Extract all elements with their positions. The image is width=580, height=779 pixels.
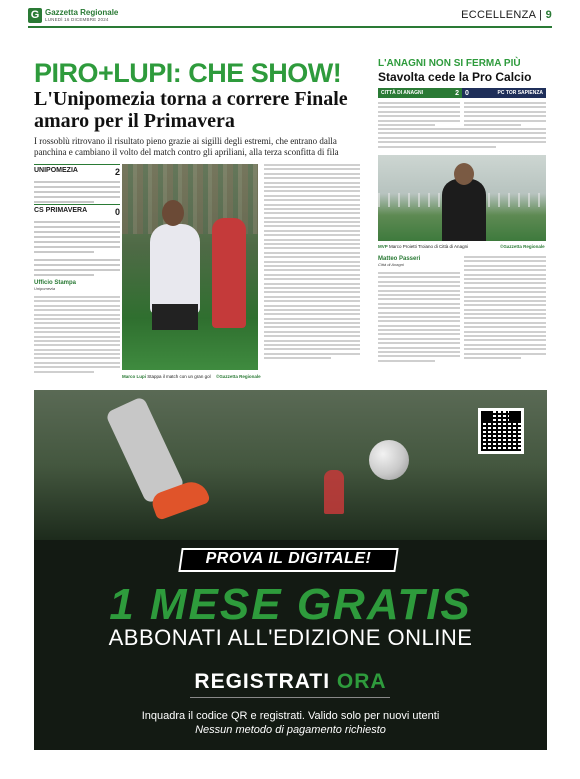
mvp-player-figure	[442, 179, 486, 241]
right-author-role: Città di Anagni	[378, 262, 404, 267]
section-label: ECCELLENZA | 9	[461, 9, 552, 21]
team-score-away: 0	[114, 207, 120, 217]
home-lineup-text	[378, 102, 460, 128]
right-author-name: Matteo Passeri	[378, 256, 421, 262]
lineup-text-away	[34, 221, 120, 253]
ad-photo	[34, 390, 547, 540]
opponent-figure	[212, 218, 246, 328]
photo-credit: ©Gazzetta Regionale	[216, 374, 261, 379]
team-row-home	[34, 165, 120, 179]
match-photo	[122, 164, 258, 370]
register-now-label: ORA	[336, 670, 387, 693]
page-header	[28, 6, 552, 28]
player-figure	[150, 224, 200, 314]
ad-offer: 1 MESE GRATIS	[109, 580, 472, 629]
team-row-away	[34, 205, 120, 219]
logo-text	[45, 9, 118, 22]
right-headline: Stavolta cede la Pro Calcio	[378, 70, 532, 84]
photo-caption	[122, 374, 211, 379]
ad-instructions: Inquadra il codice QR e registrati. Valido solo per nuovi utenti	[141, 710, 440, 722]
team-name-away: CS PRIMAVERA	[34, 207, 88, 214]
right-author	[378, 256, 420, 267]
ad-tag-text: PROVA IL DIGITALE!	[205, 550, 372, 567]
main-standfirst: I rossoblù ritrovano il risultato pieno grazie ai sigilli degli estremi, che entrano dalla panchina e cambiano il volto del match contro gli apriliani, alla terza sconfitta di fila	[34, 136, 339, 157]
right-body-text-2	[464, 256, 546, 361]
ad-subline: ABBONATI ALL'EDIZIONE ONLINE	[108, 625, 473, 650]
issue-date: LUNEDÌ 16 DICEMBRE 2024	[45, 17, 109, 22]
mvp-photo-credit: ©Gazzetta Regionale	[500, 244, 545, 249]
caption-name: Marco Lupi	[122, 374, 147, 379]
author-name: Ufficio Stampa	[34, 280, 77, 286]
home-team: CITTÀ DI ANAGNI	[381, 90, 424, 96]
caption-text: Stappa il match con un gran gol	[147, 374, 211, 379]
masthead-logo	[28, 8, 118, 23]
right-scorebar	[378, 88, 546, 98]
register-now-cta[interactable]	[34, 670, 547, 694]
brand-name-2: Regionale	[80, 8, 119, 17]
main-kicker: PIRO+LUPI: CHE SHOW!	[34, 58, 342, 88]
page-number: 9	[545, 9, 552, 21]
main-headline: L'Unipomezia torna a correre Finale amaro per il Primavera	[34, 88, 348, 132]
mvp-caption-text: Marco Proietti Troiano di Città di Anagni	[389, 244, 469, 249]
left-body-text	[34, 296, 120, 375]
left-author	[34, 280, 120, 291]
author-role: Unipomezia	[34, 286, 56, 291]
team-box-away	[34, 204, 120, 279]
ad-note: Nessun metodo di pagamento richiesto	[195, 724, 386, 736]
away-lineup-text	[464, 102, 546, 128]
home-score: 2	[455, 89, 459, 97]
team-box-home	[34, 164, 120, 206]
mvp-photo	[378, 155, 546, 241]
football-icon	[369, 440, 409, 480]
match-info-text	[34, 259, 120, 276]
mid-body-text	[264, 164, 360, 362]
team-score-home: 2	[114, 167, 120, 177]
away-team: PC TOR SAPIENZA	[497, 90, 543, 96]
right-kicker: L'ANAGNI NON SI FERMA PIÙ	[378, 58, 521, 69]
away-score: 0	[465, 89, 469, 97]
logo-g-icon: G	[28, 8, 42, 23]
lineup-text-home	[34, 181, 120, 203]
qr-code[interactable]	[478, 408, 524, 454]
right-match-info	[378, 128, 546, 150]
brand-name: Gazzetta	[45, 8, 78, 17]
section-name: ECCELLENZA	[461, 9, 536, 21]
mvp-caption-name: MVP	[378, 244, 388, 249]
mvp-caption	[378, 244, 468, 249]
ad-divider	[190, 697, 390, 698]
right-body-text-1	[378, 272, 460, 364]
team-name-home: UNIPOMEZIA	[34, 167, 78, 174]
register-label: REGISTRATI	[194, 670, 331, 693]
